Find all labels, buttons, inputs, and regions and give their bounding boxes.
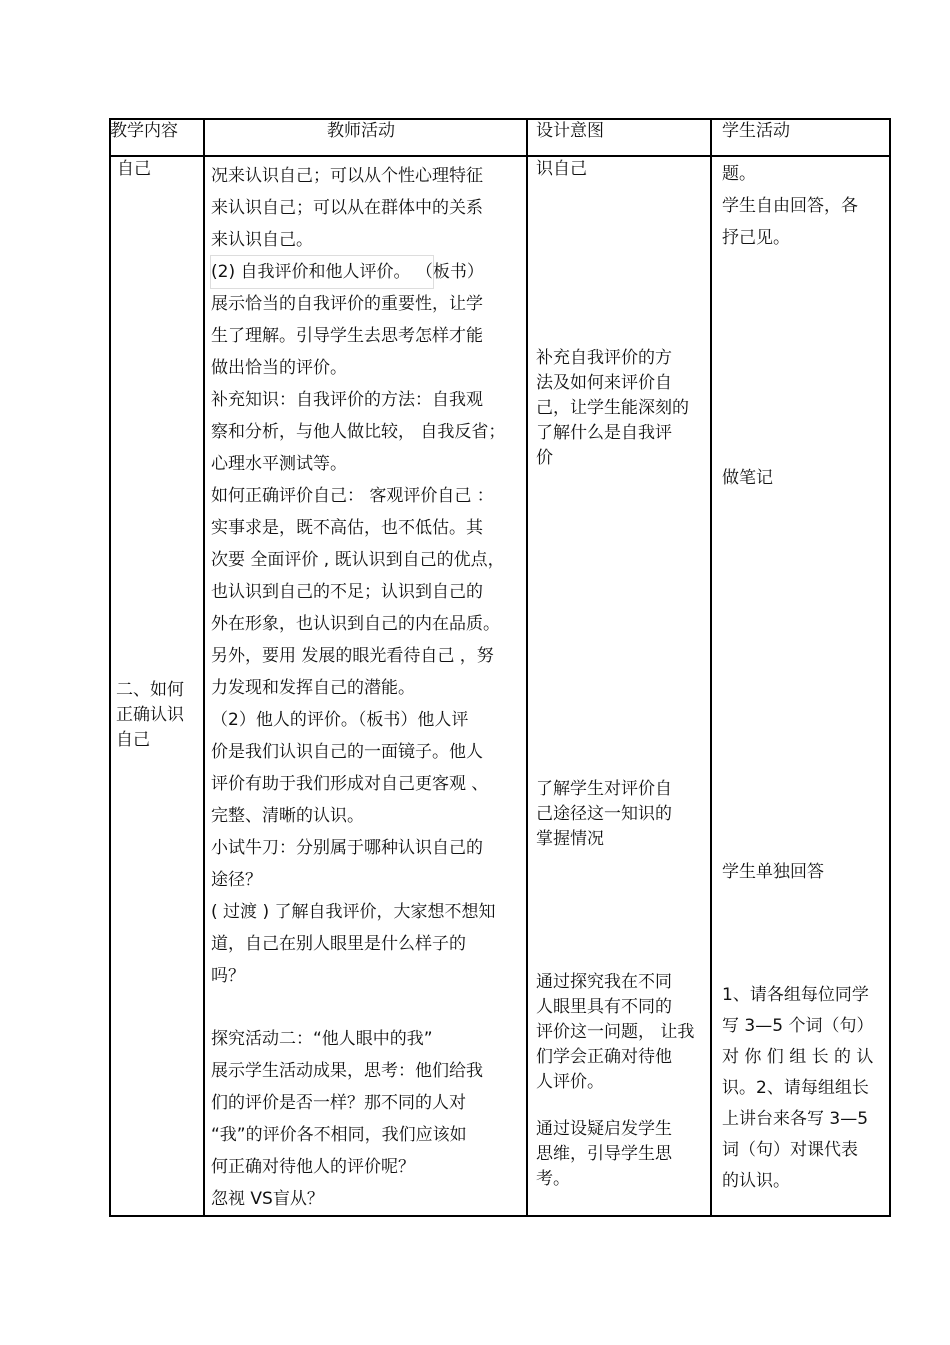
student-line: 词（句）对课代表 xyxy=(722,1140,858,1160)
header-content: 教学内容 xyxy=(110,121,178,141)
teacher-line: “我”的评价各不相同，我们应该如 xyxy=(211,1125,467,1145)
table-top-border xyxy=(109,118,891,120)
design-top: 识自己 xyxy=(536,159,587,179)
teacher-line: 途径？ xyxy=(211,870,262,890)
teacher-line: 们的评价是否一样？那不同的人对 xyxy=(211,1093,466,1113)
section-line-1: 二、如何 xyxy=(116,680,184,700)
table-right-border xyxy=(889,118,891,1217)
teacher-line: 况来认识自己；可以从个性心理特征 xyxy=(211,166,483,186)
teacher-line: 展示恰当的自我评价的重要性，让学 xyxy=(211,294,483,314)
teacher-line: 展示学生活动成果，思考：他们给我 xyxy=(211,1061,483,1081)
design-line: 通过探究我在不同 xyxy=(536,972,672,992)
teacher-line: 如何正确评价自己： 客观评价自己 ： xyxy=(211,486,494,506)
table-bottom-border xyxy=(109,1215,891,1217)
teacher-line: ( 过渡 ) 了解自我评价，大家想不想知 xyxy=(211,902,496,922)
teacher-line: 完整、清晰的认识。 xyxy=(211,806,364,826)
student-line: 抒己见。 xyxy=(722,228,790,248)
col-divider-2 xyxy=(526,118,528,1217)
teacher-line: 吗？ xyxy=(211,966,245,986)
design-line: 了解什么是自我评 xyxy=(536,423,672,443)
col-divider-1 xyxy=(203,118,205,1217)
teacher-line: 小试牛刀：分别属于哪种认识自己的 xyxy=(211,838,483,858)
teacher-line: 心理水平测试等。 xyxy=(211,454,347,474)
section-line-2: 正确认识 xyxy=(116,705,184,725)
student-line: 识。2、请每组组长 xyxy=(722,1078,869,1098)
design-line: 评价这一问题， 让我 xyxy=(536,1022,695,1042)
teacher-line: 力发现和发挥自己的潜能。 xyxy=(211,678,415,698)
header-student: 学生活动 xyxy=(722,121,790,141)
teacher-line: 价是我们认识自己的一面镜子。他人 xyxy=(211,742,483,762)
content-top: 自己 xyxy=(117,159,151,179)
student-line: 题。 xyxy=(722,164,756,184)
student-line: 1、请各组每位同学 xyxy=(722,985,869,1005)
design-line: 补充自我评价的方 xyxy=(536,348,672,368)
section-line-3: 自己 xyxy=(116,730,150,750)
teacher-line: （2）他人的评价。（板书）他人评 xyxy=(211,710,469,730)
design-line: 人评价。 xyxy=(536,1072,604,1092)
teacher-line: 外在形象，也认识到自己的内在品质。 xyxy=(211,614,500,634)
design-line: 人眼里具有不同的 xyxy=(536,997,672,1017)
student-line: 写 3—5 个词（句） xyxy=(722,1016,874,1036)
design-line: 掌握情况 xyxy=(536,829,604,849)
design-line: 思维，引导学生思 xyxy=(536,1144,672,1164)
col-divider-3 xyxy=(710,118,712,1217)
teacher-line: 何正确对待他人的评价呢？ xyxy=(211,1157,415,1177)
student-line: 的认识。 xyxy=(722,1171,790,1191)
teacher-line: 另外，要用 发展的眼光看待自己 ，努 xyxy=(211,646,494,666)
design-line: 法及如何来评价自 xyxy=(536,373,672,393)
teacher-line: 探究活动二：“他人眼中的我” xyxy=(211,1029,433,1049)
student-line: 学生自由回答，各 xyxy=(722,196,858,216)
teacher-line: 补充知识：自我评价的方法：自我观 xyxy=(211,390,483,410)
teacher-line: 道，自己在别人眼里是什么样子的 xyxy=(211,934,466,954)
student-line: 上讲台来各写 3—5 xyxy=(722,1109,869,1129)
design-line: 了解学生对评价自 xyxy=(536,779,672,799)
header-bottom-border xyxy=(109,155,891,157)
teacher-line: (2) 自我评价和他人评价。 （板书） xyxy=(211,262,484,282)
student-line: 对 你 们 组 长 的 认 xyxy=(722,1047,874,1067)
student-notes: 做笔记 xyxy=(722,468,773,488)
header-design: 设计意图 xyxy=(536,121,604,141)
design-line: 价 xyxy=(536,448,553,468)
teacher-line: 来认识自己；可以从在群体中的关系 xyxy=(211,198,483,218)
teacher-line: 察和分析，与他人做比较， 自我反省； xyxy=(211,422,506,442)
student-answer: 学生单独回答 xyxy=(722,862,824,882)
design-line: 通过设疑启发学生 xyxy=(536,1119,672,1139)
table-left-border xyxy=(109,118,111,1217)
teacher-line: 也认识到自己的不足；认识到自己的 xyxy=(211,582,483,602)
design-line: 己途径这一知识的 xyxy=(536,804,672,824)
header-teacher: 教师活动 xyxy=(327,121,395,141)
design-line: 们学会正确对待他 xyxy=(536,1047,672,1067)
design-line: 考。 xyxy=(536,1169,570,1189)
teacher-line: 来认识自己。 xyxy=(211,230,313,250)
teacher-line: 做出恰当的评价。 xyxy=(211,358,347,378)
teacher-line: 实事求是，既不高估，也不低估。其 xyxy=(211,518,483,538)
teacher-line: 次要 全面评价 , 既认识到自己的优点， xyxy=(211,550,505,570)
design-line: 己，让学生能深刻的 xyxy=(536,398,689,418)
teacher-line: 生了理解。引导学生去思考怎样才能 xyxy=(211,326,483,346)
teacher-line: 忽视 VS盲从？ xyxy=(211,1189,324,1209)
teacher-line: 评价有助于我们形成对自己更客观 、 xyxy=(211,774,489,794)
